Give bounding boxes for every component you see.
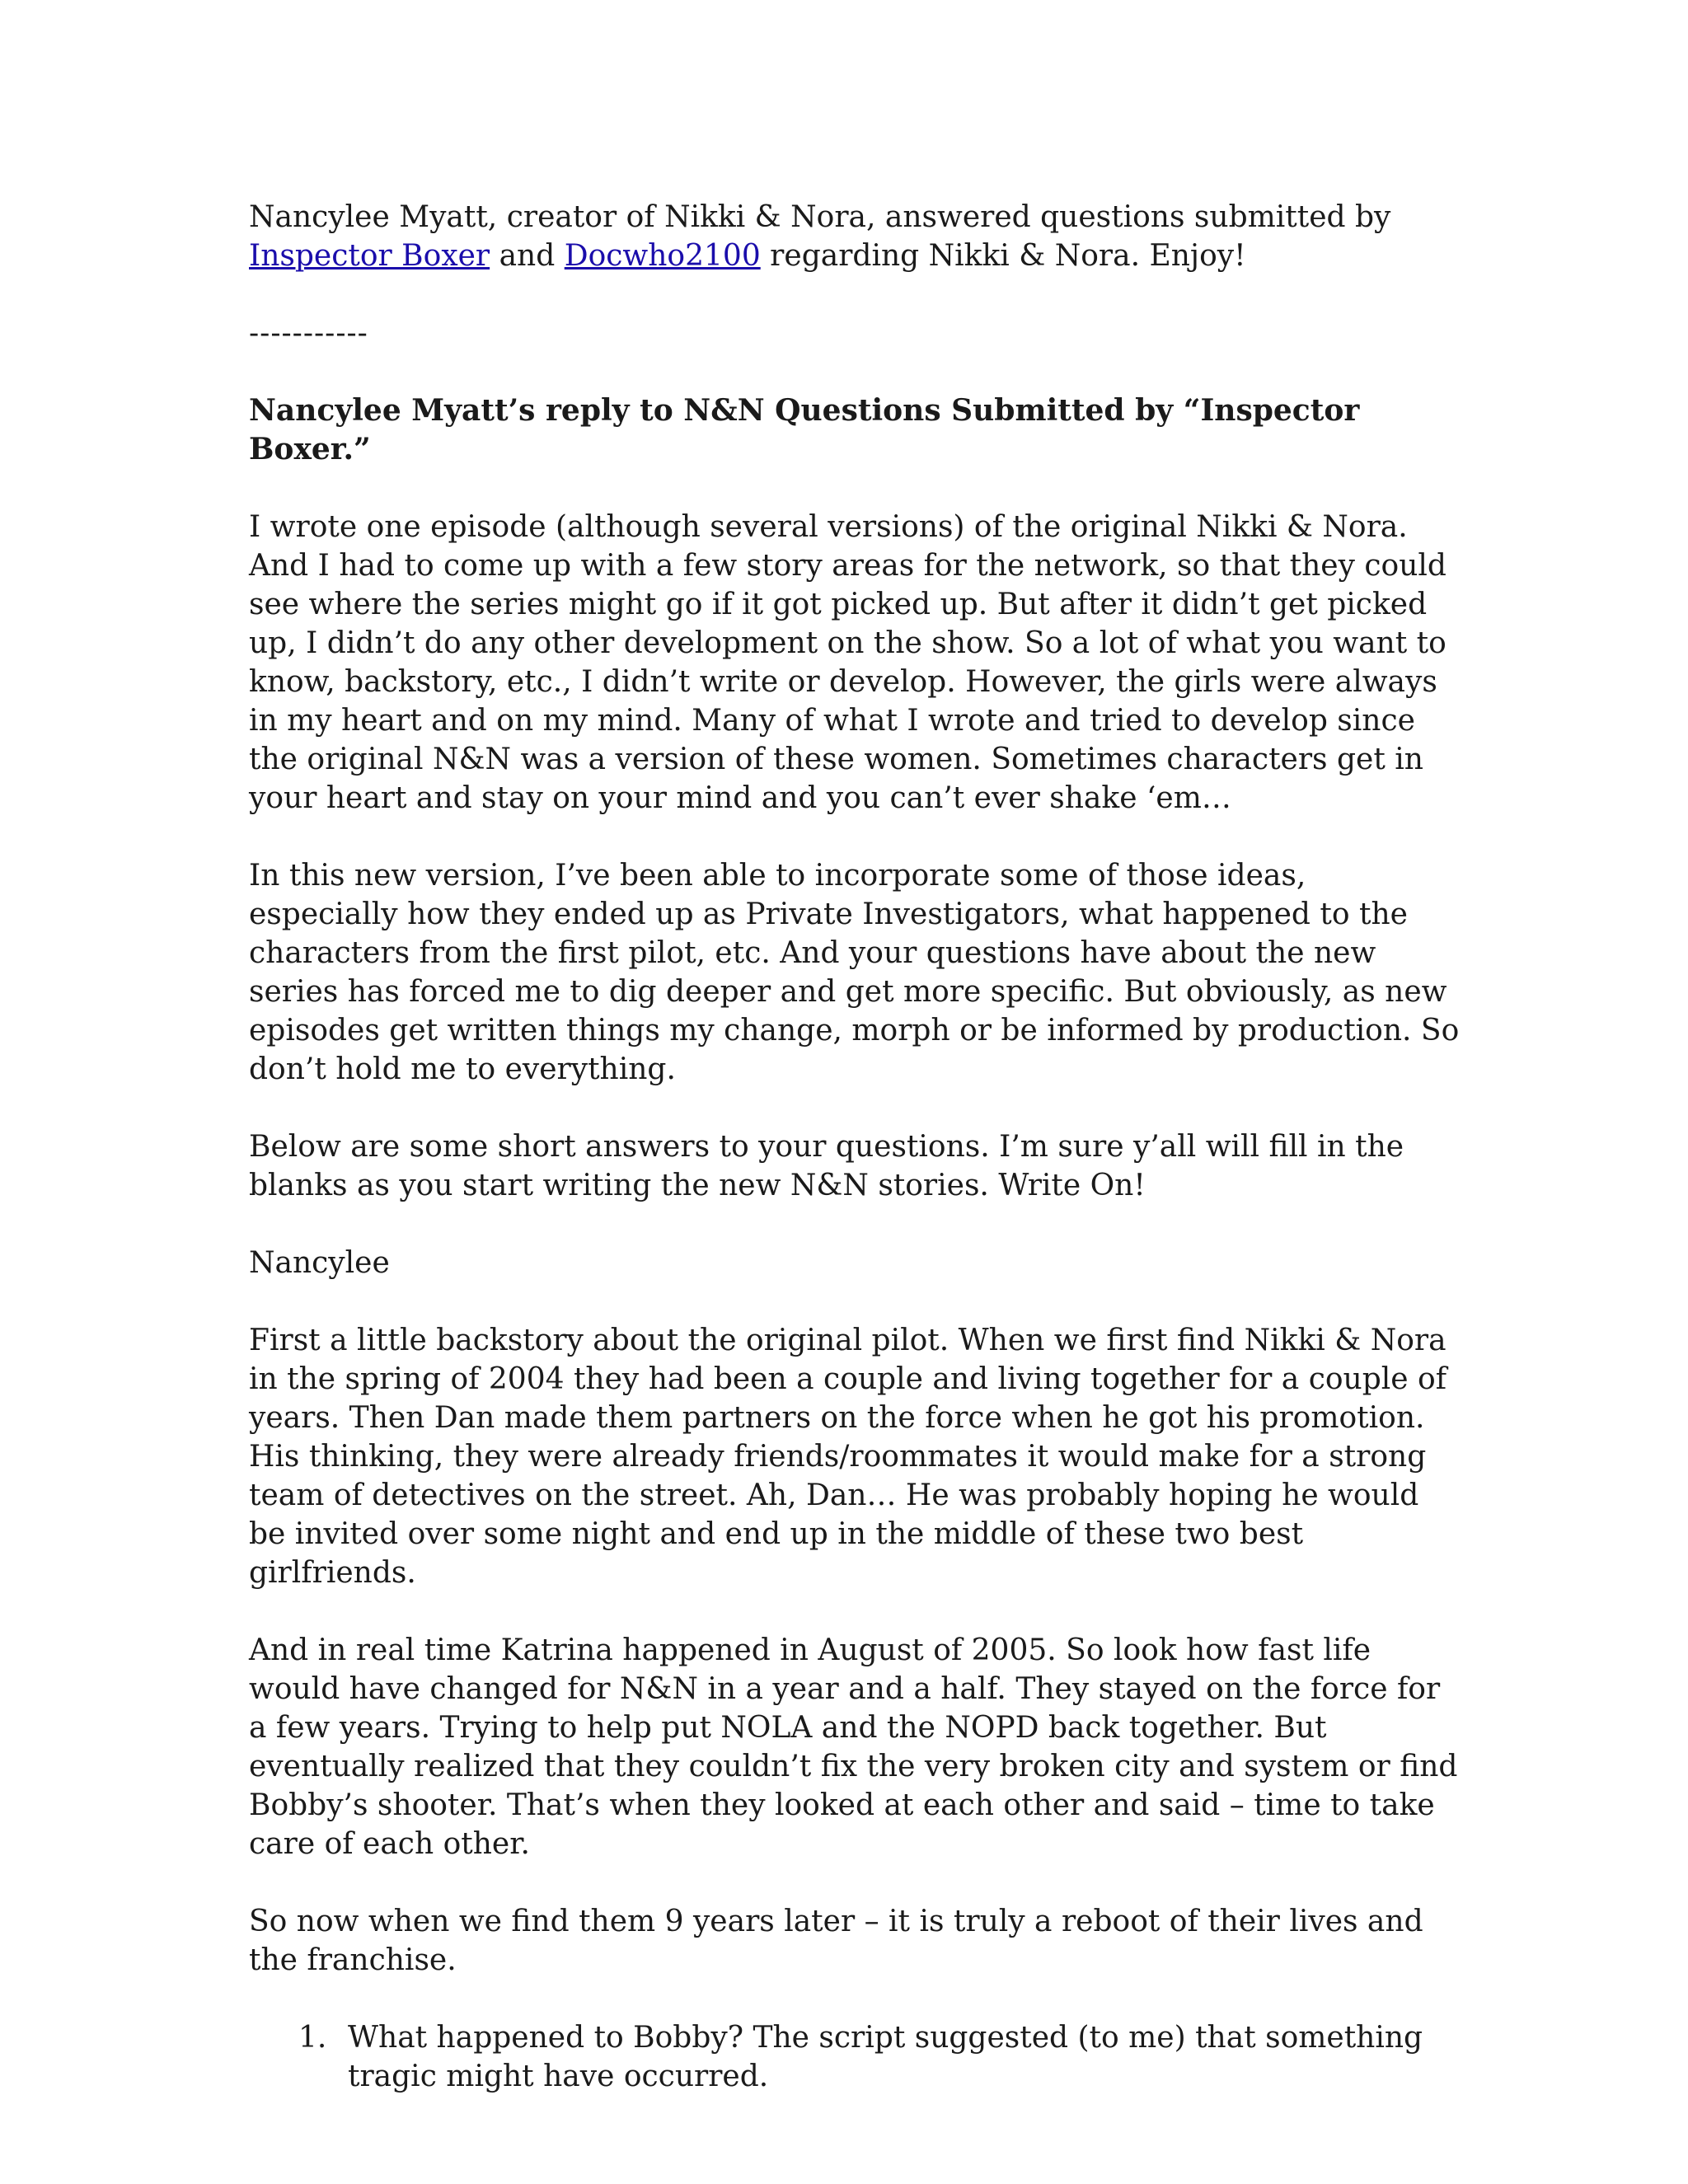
- intro-text-middle: and: [490, 239, 565, 273]
- paragraph-reboot: So now when we find them 9 years later – it is truly a reboot of their lives and the franchise.: [249, 1905, 1423, 1977]
- paragraph-new-version: In this new version, I’ve been able to incorporate some of those ideas, especially how they ended up as Private Investigators, what happened to the characters from the first pilot, etc. And your questions have about the new series has forced me to dig deeper and get more specific. But obviously, as new episodes get written things my change, morph or be informed by production. So don’t hold me to everything.: [249, 859, 1460, 1086]
- list-item: [298, 2018, 1461, 2096]
- signature-name: Nancylee: [249, 1246, 390, 1280]
- list-item-number: 1.: [298, 2021, 327, 2055]
- paragraph-katrina: And in real time Katrina happened in August of 2005. So look how fast life would have changed for N&N in a year and a half. They stayed on the force for a few years. Trying to help put NOLA and the NOPD back together. But eventually realized that they couldn’t fix the very broken city and system or find Bobby’s shooter. That’s when they looked at each other and said – time to take care of each other.: [249, 1633, 1458, 1861]
- paragraph-backstory: First a little backstory about the original pilot. When we first find Nikki & Nora in the spring of 2004 they had been a couple and living together for a couple of years. Then Dan made them partners on the force when he got his promotion. His thinking, they were already friends/roommates it would make for a strong team of detectives on the street. Ah, Dan… He was probably hoping he would be invited over some night and end up in the middle of these two best girlfriends.: [249, 1324, 1447, 1590]
- paragraph-episode-history: I wrote one episode (although several versions) of the original Nikki & Nora. And I had to come up with a few story areas for the network, so that they could see where the series might go if it got picked up. But after it didn’t get picked up, I didn’t do any other development on the show. So a lot of what you want to know, backstory, etc., I didn’t write or develop. However, the girls were always in my heart and on my mind. Many of what I wrote and tried to develop since the original N&N was a version of these women. Sometimes characters get in your heart and stay on your mind and you can’t ever shake ‘em…: [249, 510, 1447, 815]
- questions-list: [249, 2018, 1461, 2096]
- document-page: [249, 198, 1461, 2096]
- intro-text-before: Nancylee Myatt, creator of Nikki & Nora, answered questions submitted by: [249, 200, 1391, 234]
- docwho2100-link[interactable]: Docwho2100: [564, 239, 761, 273]
- paragraph-short-answers: Below are some short answers to your questions. I’m sure y’all will fill in the blanks as you start writing the new N&N stories. Write On!: [249, 1130, 1404, 1202]
- divider-line: -----------: [249, 316, 368, 350]
- reply-heading: Nancylee Myatt’s reply to N&N Questions Submitted by “Inspector Boxer.”: [249, 393, 1360, 466]
- intro-text-after: regarding Nikki & Nora. Enjoy!: [760, 239, 1246, 273]
- inspector-boxer-link[interactable]: Inspector Boxer: [249, 239, 490, 273]
- intro-paragraph: [249, 198, 1461, 275]
- list-item-text: What happened to Bobby? The script suggested (to me) that something tragic might have occurred.: [348, 2021, 1423, 2093]
